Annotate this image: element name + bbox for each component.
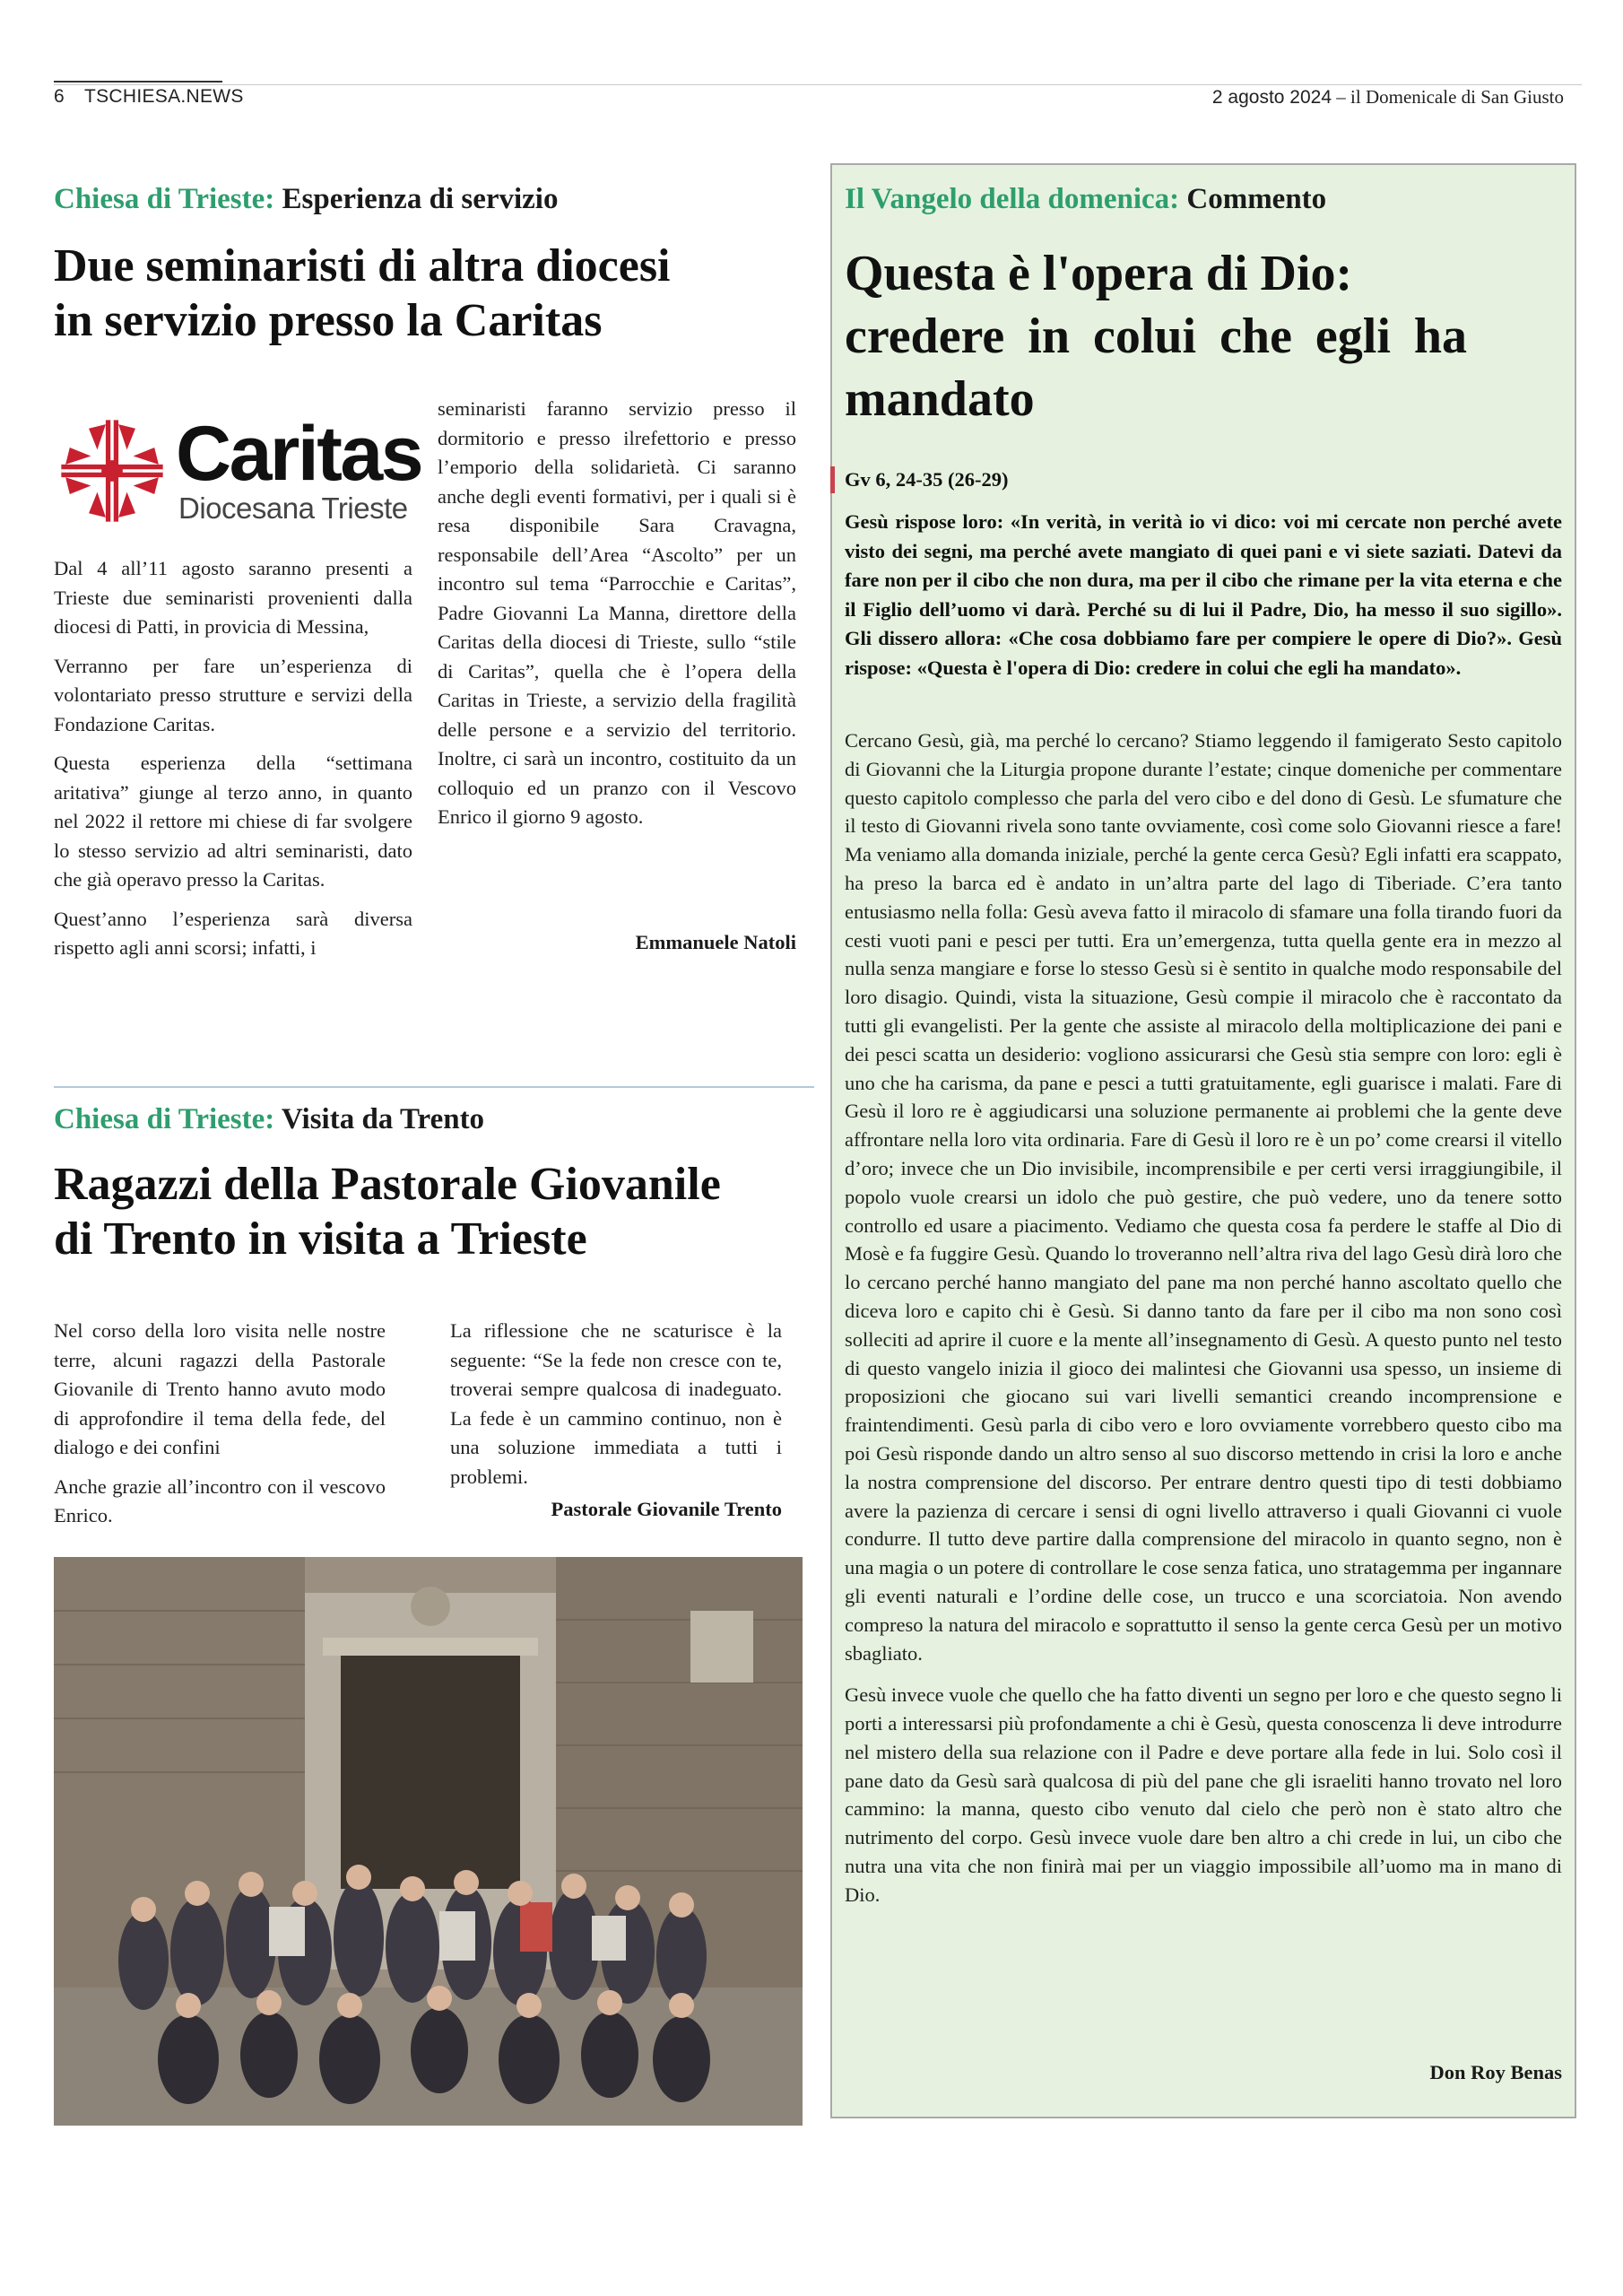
group-photo-illustration: [54, 1557, 803, 2126]
article2-column-2: [450, 1317, 782, 1501]
kicker-topic: Commento: [1186, 183, 1327, 215]
title-line: Questa è l'opera di Dio:: [845, 246, 1353, 301]
title-line: Due seminaristi di altra diocesi: [54, 240, 671, 291]
title-line: credere in colui che egli ha: [845, 309, 1468, 364]
title-line: mandato: [845, 371, 1035, 427]
article3-author: Don Roy Benas: [1429, 2061, 1562, 2083]
gospel-quote: Gesù rispose loro: «In verità, in verità io vi dico: voi mi cercate non perché avete visto dei segni, ma perché avete mangiato di quei pani e vi siete saziati. Datevi da fare non per il cibo che non dura, ma per il cibo che rimane per la vita eterna e che il Figlio dell’uomo vi darà. Perché su di lui il Padre, Dio, ha messo il suo sigillo». Gli dissero allora: «Che cosa dobbiamo fare per compiere le opere di Dio?». Gesù rispose: «Questa è l'opera di Dio: credere in colui che egli ha mandato».: [845, 510, 1562, 679]
gospel-reference: Gv 6, 24-35 (26-29): [845, 468, 1009, 491]
kicker-section: Chiesa di Trieste:: [54, 1103, 275, 1135]
title-line: in servizio presso la Caritas: [54, 295, 603, 346]
header-rule: [54, 84, 1582, 85]
kicker-topic: Esperienza di servizio: [282, 183, 559, 215]
title-line: di Trento in visita a Trieste: [54, 1213, 587, 1265]
paragraph: Questa esperienza della “settimana aritativa” giunge al terzo anno, in quanto nel 2022 il rettore mi chiese di far svolgere lo stesso servizio ad altri seminaristi, dato che già operavo presso la Caritas.: [54, 752, 412, 891]
article1-kicker: [54, 183, 558, 216]
site-name[interactable]: TSCHIESA.NEWS: [83, 86, 244, 107]
article1-author: Emmanuele Natoli: [635, 931, 796, 953]
article2-column-1: [54, 1317, 386, 1541]
group-photo: [54, 1557, 803, 2126]
date-separator: –: [1332, 86, 1351, 108]
paragraph: Quest’anno l’esperienza sarà diversa rispetto agli anni scorsi; infatti, i: [54, 907, 412, 959]
article2-kicker: [54, 1103, 484, 1136]
issue-date: 2 agosto 2024: [1211, 87, 1332, 108]
paragraph: Nel corso della loro visita nelle nostre terre, alcuni ragazzi della Pastorale Giovanile di Trento hanno avuto modo di approfondire il tema della fede, del dialogo e dei confini: [54, 1319, 386, 1458]
article3-title: [845, 242, 1562, 430]
publication-name: il Domenicale di San Giusto: [1350, 86, 1564, 108]
paragraph: La riflessione che ne scaturisce è la seguente: “Se la fede non cresce con te, troverai sempre qualcosa di inadeguato. La fede è un cammino continuo, non è una soluzione immediata a tutti i problemi.: [450, 1319, 782, 1488]
article2-author: Pastorale Giovanile Trento: [551, 1498, 782, 1520]
article1-column-1: [54, 554, 412, 973]
paragraph: Cercano Gesù, già, ma perché lo cercano? Stiamo leggendo il famigerato Sesto capitolo di Giovanni che la Liturgia propone durante l’estate; cinque domeniche per commentare questo capitolo complesso che parla del vero cibo e del dono di Gesù. Le sfumature che il testo di Giovanni rivela sono tante ovviamente, così come solo Giovanni riesce a fare! Ma veniamo alla domanda iniziale, perché la gente cerca Gesù? Egli infatti era scappato, ha preso la barca ed è andato in un’altra parte del lago di Tiberiade. C’era tanto entusiasmo nella folla: Gesù aveva fatto il miracolo di sfamare una folla tirando fuori da cesti vuoti pani e pesci per tutti. Era un’emergenza, tutta quella gente era in mezzo al nulla senza mangiare e forse lo stesso Gesù si è sentito in qualche modo responsabile del loro disagio. Quindi, vista la situazione, Gesù compie il miracolo che è raccontato da tutti gli evangelisti. Per la gente che assiste al miracolo della moltiplicazione dei pani e dei pesci scatta un desiderio: vogliono assicurarsi che Gesù stia sempre con loro: egli è uno che ha carisma, da pane e pesci a tutti gratuitamente, egli guarisce i malati. Fare di Gesù il loro re è aggiudicarsi una soluzione permanente ai problemi che la gente deve affrontare nella loro vita ordinaria. Fare di Gesù il loro re è un po’ come crearsi il vitello d’oro; invece che un Dio invisibile, incomprensibile e per certi versi irraggiungibile, il popolo vuole crearsi un idolo che può gestire, che può vedere, uno da tenere sotto controllo ed usare a piacimento. Vediamo che questa cosa fa perdere le staffe al Dio di Mosè e fa fuggire Gesù. Quando lo troveranno nell’altra riva del lago Gesù dirà loro che lo cercano perché hanno mangiato del pane ma non perché hanno ascoltato quello che diceva loro e capito chi è Gesù. Si danno tanto da fare per il cibo ma non sono così solleciti ad aprire il cuore e la mente all’insegnamento di Gesù. A questo punto nel testo di questo vangelo inizia il gioco dei malintesi che Giovanni usa spesso, un insieme di proposizioni che giocano sui vari livelli semantici creando incomprensione e fraintendimenti. Gesù parla di cibo vero e loro ovviamente vorrebbero questo cibo ma poi Gesù risponde dando un altro senso al suo discorso mettendo in crisi la loro e anche la nostra comprensione del discorso. Per entrare dentro questi tipo di testi dobbiamo avere la pazienza di cercare i sensi di ogni livello attraverso i quali Giovanni ci vuole condurre. Il tutto deve partire dalla comprensione del miracolo in quanto segno, non è una magia o un potere di controllare le cose senza fatica, uno stratagemma per ingannare gli eventi naturali e l’ordine delle cose, un trucco e una scorciatoia. Non avendo compreso la natura del miracolo e soprattutto il senso la gente cerca Gesù per un motivo sbagliato.: [845, 729, 1562, 1665]
title-line: Ragazzi della Pastorale Giovanile: [54, 1159, 721, 1210]
article1-title: [54, 239, 825, 348]
paragraph: Gesù invece vuole che quello che ha fatto diventi un segno per loro e che questo segno li porti a interessarsi più profondamente a chi è Gesù, questa conoscenza li deve introdurre nel mistero della sua relazione con il Padre e deve portare alla fede in lui. Solo così il pane dato da Gesù sarà qualcosa di più del pane che gli israeliti hanno trovato nel loro cammino: la manna, questo cibo venuto dal cielo che però non è stato altro che nutrimento del corpo. Gesù invece vuole dare ben altro a chi crede in lui, un cibo che nutra una vita che non finirà mai per un viaggio impossibile all’uomo ma in mano di Dio.: [845, 1683, 1562, 1906]
section-divider: [54, 1086, 814, 1088]
commentary-body: [845, 726, 1562, 1923]
caritas-logo-sub: Diocesana Trieste: [178, 491, 408, 525]
reference-marker: [830, 466, 835, 493]
header-accent-line: [54, 81, 222, 83]
kicker-topic: Visita da Trento: [281, 1103, 485, 1135]
article1-column-2: [438, 395, 796, 842]
article3-kicker: [845, 183, 1326, 216]
paragraph: seminaristi faranno servizio presso il dormitorio e presso ilrefettorio e presso l’emporio della solidarietà. Ci saranno anche degli eventi formativi, per i quali si è resa disponibile Sara Cravagna, responsabile dell’Area “Ascolto” per un incontro sul tema “Parrocchie e Caritas”, Padre Giovanni La Manna, direttore della Caritas della diocesi di Trieste, sullo “stile di Caritas”, quella che è l’opera della Caritas in Trieste, a servizio della fragilità delle persone e a servizio del territorio. Inoltre, ci sarà un incontro, costituito da un colloquio ed un pranzo con il Vescovo Enrico il giorno 9 agosto.: [438, 397, 796, 828]
page-number: 6: [54, 86, 65, 107]
paragraph: Verranno per fare un’esperienza di volontariato presso strutture e servizi della Fondazione Caritas.: [54, 654, 412, 735]
caritas-cross-icon: [59, 418, 165, 524]
kicker-section: Chiesa di Trieste:: [54, 183, 275, 215]
article2-title: [54, 1157, 825, 1266]
header-left: [54, 86, 244, 108]
paragraph: Dal 4 all’11 agosto saranno presenti a Trieste due seminaristi provenienti dalla diocesi di Patti, in provicia di Messina,: [54, 557, 412, 638]
header-right: [1212, 86, 1564, 109]
caritas-logo: [59, 411, 422, 529]
caritas-logo-word: Caritas: [176, 411, 422, 497]
kicker-section: Il Vangelo della domenica:: [845, 183, 1180, 215]
paragraph: Anche grazie all’incontro con il vescovo Enrico.: [54, 1474, 386, 1526]
